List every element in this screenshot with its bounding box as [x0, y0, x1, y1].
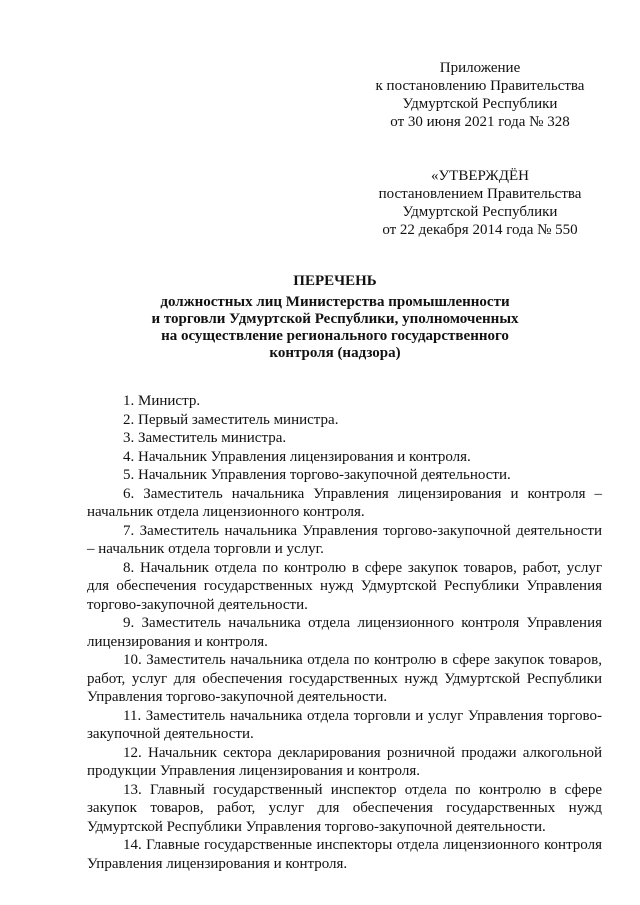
list-item: 11. Заместитель начальника отдела торговли и услуг Управления торгово-закупочной деятельности. [87, 707, 602, 742]
list-item: 14. Главные государственные инспекторы отдела лицензионного контроля Управления лицензирования и контроля. [87, 837, 602, 872]
list-item: 1. Министр. [123, 393, 201, 409]
appendix-line: от 30 июня 2021 года № 328 [390, 114, 570, 130]
positions-list [87, 392, 602, 873]
appendix-line: Приложение [439, 60, 521, 76]
list-item: 3. Заместитель министра. [123, 430, 287, 446]
approval-line: от 22 декабря 2014 года № 550 [382, 222, 578, 238]
title-main: ПЕРЕЧЕНЬ [293, 273, 377, 289]
title-line: и торговли Удмуртской Республики, уполномоченных [151, 311, 519, 327]
approval-line: постановлением Правительства [378, 186, 582, 202]
list-item: 13. Главный государственный инспектор отдела по контролю в сфере закупок товаров, работ, услуг для обеспечения государственных нужд Удмуртской Республики Управления торгово-закупочной деятельности. [87, 781, 602, 835]
document-title [90, 273, 580, 362]
list-item: 8. Начальник отдела по контролю в сфере закупок товаров, работ, услуг для обеспечения государственных нужд Удмуртской Республики Управления торгово-закупочной деятельности. [87, 559, 602, 613]
list-item: 6. Заместитель начальника Управления лицензирования и контроля – начальник отдела лицензионного контроля. [87, 485, 602, 520]
list-item: 9. Заместитель начальника отдела лицензионного контроля Управления лицензирования и контроля. [87, 615, 602, 650]
list-item: 12. Начальник сектора декларирования розничной продажи алкогольной продукции Управления лицензирования и контроля. [87, 744, 602, 779]
appendix-line: к постановлению Правительства [375, 78, 585, 94]
title-line: на осуществление регионального государственного [161, 328, 509, 344]
approval-stamp [360, 167, 600, 239]
list-item: 2. Первый заместитель министра. [123, 411, 339, 428]
title-line: контроля (надзора) [269, 345, 401, 361]
list-item: 7. Заместитель начальника Управления торгово-закупочной деятельности – начальник отдела торговли и услуг. [87, 522, 602, 557]
list-item: 4. Начальник Управления лицензирования и контроля. [123, 448, 471, 465]
approval-line: Удмуртской Республики [402, 204, 558, 220]
list-item: 5. Начальник Управления торгово-закупочной деятельности. [123, 467, 511, 483]
list-item: 10. Заместитель начальника отдела по контролю в сфере закупок товаров, работ, услуг для обеспечения государственных нужд Удмуртской Республики Управления торгово-закупочной деятельности. [87, 652, 602, 705]
appendix-line: Удмуртской Республики [402, 96, 558, 112]
title-line: должностных лиц Министерства промышленности [160, 294, 510, 310]
approval-line: «УТВЕРЖДЁН [431, 168, 529, 184]
appendix-header [360, 59, 600, 131]
